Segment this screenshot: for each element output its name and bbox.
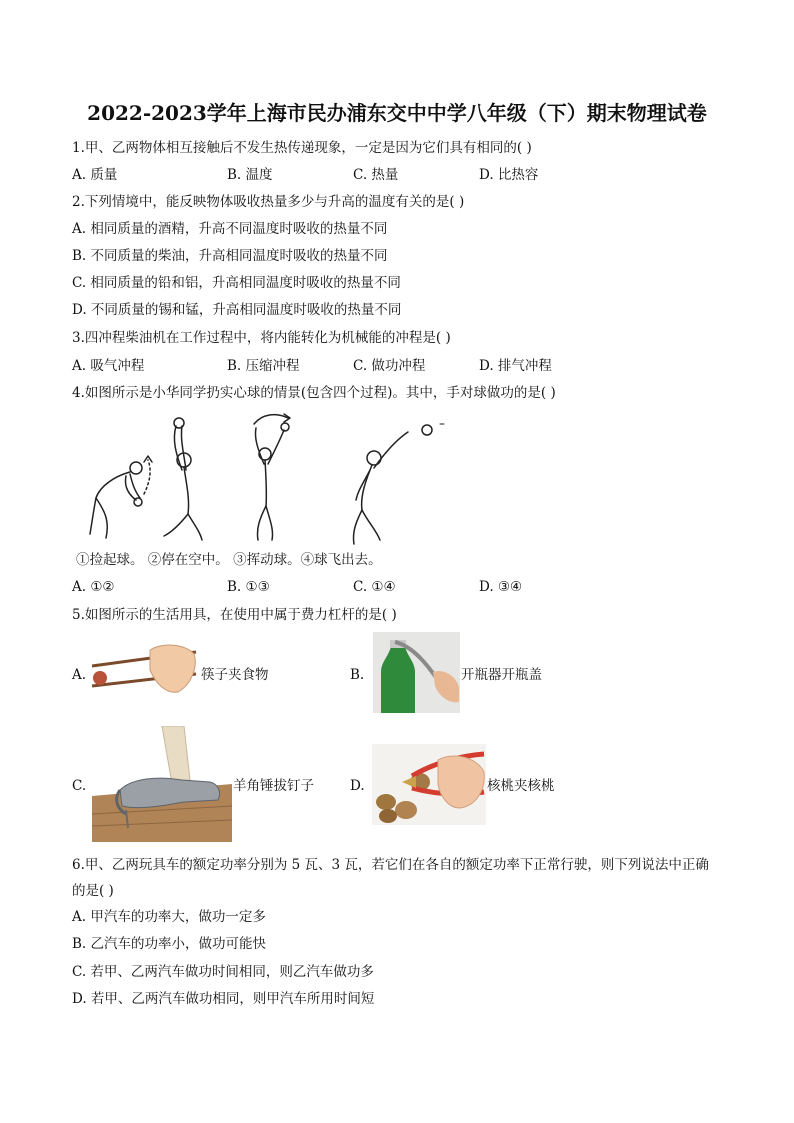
exam-title: 2022-2023学年上海市民办浦东交中中学八年级（下）期末物理试卷 bbox=[87, 101, 707, 125]
q3-option-a: A. 吸气冲程 bbox=[72, 358, 145, 374]
q4-option-d: D. ③④ bbox=[479, 579, 523, 595]
q4-option-b: B. ①③ bbox=[227, 579, 270, 595]
question-1-stem: 1.甲、乙两物体相互接触后不发生热传递现象，一定是因为它们具有相同的( ) bbox=[72, 140, 532, 156]
q6-option-a: A. 甲汽车的功率大，做功一定多 bbox=[72, 909, 266, 925]
ball-throw-stick-figures-image bbox=[80, 410, 460, 546]
question-2-stem: 2.下列情境中，能反映物体吸收热量多少与升高的温度有关的是( ) bbox=[72, 194, 465, 210]
q5-item-b-letter: B. bbox=[350, 667, 365, 683]
question-6-stem-line-2: 的是( ) bbox=[72, 883, 114, 899]
q1-option-d: D. 比热容 bbox=[479, 167, 539, 183]
q1-option-b: B. 温度 bbox=[227, 167, 273, 183]
question-4-stem: 4.如图所示是小华同学扔实心球的情景(包含四个过程)。其中，手对球做功的是( ) bbox=[72, 385, 556, 401]
q4-option-a: A. ①② bbox=[72, 579, 115, 595]
q5-item-c-label: 羊角锤拔钉子 bbox=[233, 778, 314, 794]
q5-item-c-letter: C. bbox=[72, 778, 87, 794]
chopsticks-image bbox=[90, 640, 198, 696]
q4-figure-caption: ①捡起球。 ②停在空中。 ③挥动球。④球飞出去。 bbox=[76, 552, 382, 568]
question-3-stem: 3.四冲程柴油机在工作过程中，将内能转化为机械能的冲程是( ) bbox=[72, 330, 451, 346]
q1-option-c: C. 热量 bbox=[353, 167, 399, 183]
q2-option-a: A. 相同质量的酒精，升高不同温度时吸收的热量不同 bbox=[72, 221, 388, 237]
q5-item-a-label: 筷子夹食物 bbox=[201, 667, 269, 683]
q5-item-d-label: 核桃夹核桃 bbox=[487, 778, 555, 794]
q2-option-c: C. 相同质量的铅和铝，升高相同温度时吸收的热量不同 bbox=[72, 275, 401, 291]
q3-option-b: B. 压缩冲程 bbox=[227, 358, 300, 374]
q6-option-d: D. 若甲、乙两汽车做功相同，则甲汽车所用时间短 bbox=[72, 991, 375, 1007]
nutcracker-image bbox=[372, 744, 486, 825]
bottle-opener-image bbox=[373, 632, 460, 713]
q2-option-d: D. 不同质量的锡和锰，升高相同温度时吸收的热量不同 bbox=[72, 302, 402, 318]
q1-option-a: A. 质量 bbox=[72, 167, 118, 183]
q5-item-d-letter: D. bbox=[350, 778, 365, 794]
question-5-stem: 5.如图所示的生活用具，在使用中属于费力杠杆的是( ) bbox=[72, 607, 397, 623]
claw-hammer-image bbox=[92, 726, 232, 842]
q5-item-b-label: 开瓶器开瓶盖 bbox=[461, 667, 542, 683]
q4-option-c: C. ①④ bbox=[353, 579, 396, 595]
q5-item-a-letter: A. bbox=[72, 667, 87, 683]
question-6-stem-line-1: 6.甲、乙两玩具车的额定功率分别为 5 瓦、3 瓦，若它们在各自的额定功率下正常行驶，则下列说法中正确 bbox=[72, 857, 709, 873]
q3-option-d: D. 排气冲程 bbox=[479, 358, 552, 374]
q2-option-b: B. 不同质量的柴油，升高相同温度时吸收的热量不同 bbox=[72, 248, 388, 264]
q6-option-c: C. 若甲、乙两汽车做功时间相同，则乙汽车做功多 bbox=[72, 964, 374, 980]
q3-option-c: C. 做功冲程 bbox=[353, 358, 426, 374]
q6-option-b: B. 乙汽车的功率小，做功可能快 bbox=[72, 936, 267, 952]
